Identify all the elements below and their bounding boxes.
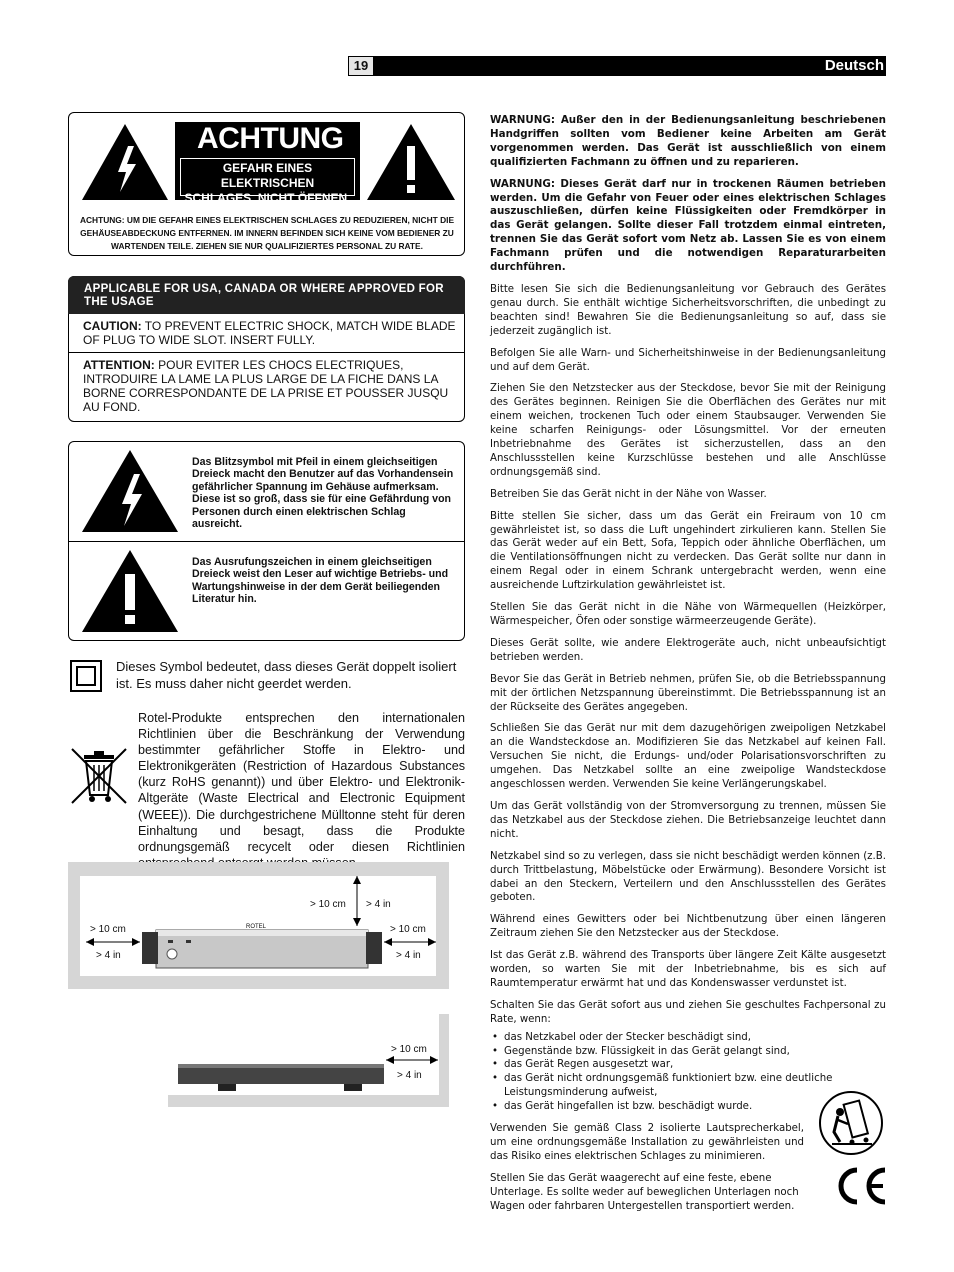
rohs-text: Rotel-Produkte entsprechen den internationalen Richtlinien über die Beschränkung der Verwendung bestimmter gefährlicher Stoffe in Elektro- und Elektronikgeräten (Restriction of Hazardous Substances (kurz RoHS genannt)) und über Elektro- und Elektronik-Altgeräte (Waste Electrical and Electronic Equipment (WEEE)). Die durchgestrichene Mülltonne steht für deren Einhaltung und besagt, dass die Produkte ordnungsgemäß recycelt oder diesen Richtlinien: [138, 711, 465, 854]
instruction-paragraph: Verwenden Sie gemäß Class 2 isolierte Lautsprecherkabel, um eine ordnungsgemäße Installation zu gewährleisten und das Risiko eines elektrischen Schlages zu minimieren.: [490, 1123, 804, 1162]
exclamation-symbol-text: Das Ausrufungszeichen in einem gleichseitigen Dreieck weist den Leser auf wichtige Betriebs- und Wartungshinweise in der dem Gerät beiliegenden Literatur hin.: [192, 556, 449, 606]
instruction-paragraph: Stellen Sie das Gerät nicht in die Nähe von Wärmequellen (Heizkörper, Wärmespeicher, Öfen oder sonstige wärmeerzeugende Geräte).: [490, 602, 886, 627]
lightning-symbol-icon: [80, 448, 180, 534]
instruction-paragraph: Um das Gerät vollständig von der Stromversorgung zu trennen, müssen Sie das Netzkabel aus der Steckdose ziehen. Die Betriebsanzeige leuchtet dann nicht.: [490, 800, 886, 840]
header-bar: [348, 56, 886, 76]
instruction-paragraph: Betreiben Sie das Gerät nicht in der Nähe von Wasser.: [490, 488, 767, 500]
instruction-paragraph: Ziehen Sie den Netzstecker aus der Steckdose, bevor Sie mit der Reinigung des Gerätes beginnen. Reinigen Sie die Oberflächen des Gerätes nur mit einem weichen, trockenen Tuch oder einem Staubsauger. Verwenden Sie keine scharfen Reinigungs- oder Lösungsmittel. Vor der erneuten Inbetriebnahme des Gerätes ist sicherzustellen, dass an den Anschlussstellen keine Kurzschlüsse bestehen und alle Anschlüsse ordnungsgemäß sind.: [490, 383, 886, 478]
instruction-paragraph: Bevor Sie das Gerät in Betrieb nehmen, prüfen Sie, ob die Betriebsspannung mit der örtlichen Netzspannung übereinstimmt. Die Betriebsspannung ist an der Rückseite des Gerätes angegeben.: [490, 673, 886, 713]
achtung-subtitle: [180, 161, 355, 206]
instruction-paragraph: Schließen Sie das Gerät nur mit dem dazugehörigen zweipoligen Netzkabel an die Wandsteckdose an. Modifizieren Sie das Netzkabel auf keinen Fall. Versuchen Sie nicht, die Erdungs- und/oder Polarisationsvorschriften zu umgehen. Das Netzkabel sollte an eine zweipolige Wandsteckdose angeschlossen werden. Verwenden Sie keine Verlängerungskabel.: [490, 723, 886, 791]
lightning-warning-icon: [80, 122, 170, 202]
achtung-small-text: ACHTUNG: UM DIE GEFAHR EINES ELEKTRISCHEN SCHLAGES ZU REDUZIEREN, NICHT DIE GEHÄUSEABDECKUNG ENTFERNEN. IM INNERN BEFINDEN SICH KEINE VOM BEDIENER ZU WARTENDEN TEILE. ZIEHEN SIE NUR QUALIFIZIERTES PERSONAL ZU RATE.: [79, 215, 455, 251]
achtung-subtitle-line2: SCHLAGES. NICHT ÖFFNEN.: [184, 191, 351, 205]
instruction-paragraph: Schalten Sie das Gerät sofort aus und ziehen Sie geschultes Fachpersonal zu Rate, wenn:: [490, 999, 886, 1025]
instruction-paragraph: Während eines Gewitters oder bei Nichtbenutzung über einen längeren Zeitraum ziehen Sie den Netzstecker aus der Steckdose.: [490, 914, 886, 940]
achtung-subtitle-line1: GEFAHR EINES ELEKTRISCHEN: [220, 161, 315, 190]
clearance-diagram-front: [68, 862, 449, 989]
warning-2: WARNUNG: Dieses Gerät darf nur in trockenen Räumen betrieben werden. Um die Gefahr von Feuer oder eines elektrischen Schlages auszuschließen, dürfen keine Flüssigkeiten oder Fremdkörper in das Gerät gelangen. Sollte dieser Fall trotzdem einmal eintreten, trennen Sie das Gerät sofort vom Netz ab. Lassen Sie es von einem Fachmann prüfen und die notwendigen Reparaturarbeiten durchführen.: [490, 177, 886, 274]
list-item: • Gegenstände bzw. Flüssigkeit in das Gerät gelangt sind,: [490, 1045, 886, 1059]
instruction-paragraph: Ist das Gerät z.B. während des Transports über längere Zeit Kälte ausgesetzt worden, so warten Sie mit der Inbetriebnahme, bis es sich auf Raumtemperatur erwärmt hat und das Kondenswasser verdunstet ist.: [490, 950, 886, 989]
double-insulation-inner: [76, 666, 96, 686]
double-insulation-text: Dieses Symbol bedeutet, dass dieses Gerät doppelt isoliert ist. Es muss daher nicht geerdet werden.: [116, 659, 457, 691]
ce-mark-icon: [833, 1166, 889, 1206]
top-clearance-in: > 4 in: [366, 899, 391, 910]
page-number: 19: [348, 56, 374, 76]
symbol-divider: [68, 541, 465, 542]
clearance-diagram-side: [168, 1014, 449, 1107]
instruction-paragraph: Befolgen Sie alle Warn- und Sicherheitshinweise in der Bedienungsanleitung und auf dem Gerät.: [490, 347, 886, 373]
side-clearance-in: > 4 in: [397, 1070, 422, 1081]
usa-heading: APPLICABLE FOR USA, CANADA OR WHERE APPROVED FOR THE USAGE: [84, 283, 444, 308]
left-clearance-cm: > 10 cm: [90, 924, 126, 935]
list-item: • das Gerät nicht ordnungsgemäß funktioniert bzw. eine deutliche Leistungsminderung aufweist,: [490, 1072, 886, 1100]
left-clearance-in: > 4 in: [96, 950, 121, 961]
list-item: • das Gerät hingefallen ist bzw. beschädigt wurde.: [490, 1100, 886, 1114]
caution-label: CAUTION:: [83, 319, 142, 333]
top-clearance-cm: > 10 cm: [310, 899, 346, 910]
exclamation-warning-icon: [365, 122, 457, 202]
right-clearance-cm: > 10 cm: [390, 924, 426, 935]
caution-body: TO PREVENT ELECTRIC SHOCK, MATCH WIDE BLADE OF PLUG TO WIDE SLOT. INSERT FULLY.: [83, 319, 456, 347]
language-label: Deutsch: [824, 57, 884, 74]
attention-text: [83, 358, 461, 414]
instruction-paragraph: Netzkabel sind so zu verlegen, dass sie nicht beschädigt werden können (z.B. durch Trittbelastung, Möbelstücke oder Erwärmung). Besondere Vorsicht ist dabei an den Steckern, Verteilern und den Anschlussstellen des Gerätes geboten.: [490, 850, 886, 904]
instruction-paragraph: Bitte stellen Sie sicher, dass um das Gerät ein Freiraum von 10 cm gewährleistet ist, so dass die Luft ungehindert zirkulieren kann. Stellen Sie das Gerät weder auf ein Bett, Sofa, Teppich oder ähnliche Oberflächen, um die Ventilationsöffnungen nicht zu verdecken. Das Gerät sollte nur dann in einem Regal oder in einem Schrank untergebracht werden, wenn eine ausreichende Luftzirkulation gewährleistet ist.: [490, 510, 886, 592]
lightning-symbol-text: Das Blitzsymbol mit Pfeil in einem gleichseitigen Dreieck macht den Benutzer auf das Vorhandensein gefährlicher Spannung im Gehäuse aufmerksam. Diese ist so groß, dass sie für eine Gefährdung von Personen durch einen elektrischen Schlag ausreicht.: [192, 456, 454, 531]
usa-divider: [68, 352, 465, 353]
instruction-paragraph: Dieses Gerät sollte, wie andere Elektrogeräte auch, nicht unbeaufsichtigt betrieben werden.: [490, 637, 886, 663]
cart-tipover-warning-icon: [818, 1090, 884, 1156]
exclamation-symbol-icon: [80, 548, 180, 634]
right-clearance-in: > 4 in: [396, 950, 421, 961]
attention-label: ATTENTION:: [83, 358, 155, 372]
safety-instructions: [490, 114, 886, 1222]
achtung-title: ACHTUNG: [197, 122, 344, 155]
caution-text: [83, 319, 461, 347]
list-item: • das Netzkabel oder der Stecker beschädigt sind,: [490, 1031, 886, 1045]
instruction-paragraph: Bitte lesen Sie sich die Bedienungsanleitung vor Gebrauch des Gerätes genau durch. Sie enthält wichtige Sicherheitsvorschriften, die unbedingt zu beachten sind! Bewahren Sie die Bedienungsanleitung so auf, dass sie jederzeit zugänglich ist.: [490, 283, 886, 337]
instruction-paragraph: Stellen Sie das Gerät waagerecht auf eine feste, ebene Unterlage. Es sollte weder auf beweglichen Unterlagen noch Wagen oder fahrbaren Untergestellen transportiert werden.: [490, 1172, 799, 1212]
device-brand-label: ROTEL: [246, 924, 267, 930]
list-item: • das Gerät Regen ausgesetzt war,: [490, 1058, 886, 1072]
attention-body: POUR EVITER LES CHOCS ELECTRIQUES, INTRODUIRE LA LAME LA PLUS LARGE DE LA FICHE DANS LA BORNE CORRESPONDANTE DE LA PRISE ET POUSSER JUSQU AU FOND.: [83, 358, 449, 414]
warning-1: WARNUNG: Außer den in der Bedienungsanleitung beschriebenen Handgriffen sollten vom Bediener keine Arbeiten am Gerät vorgenommen werden. Das Gerät ist ausschließlich von einem qualifizierten Fachmann zu öffnen und zu reparieren.: [490, 114, 886, 168]
side-clearance-cm: > 10 cm: [391, 1044, 427, 1055]
weee-bin-icon: [68, 745, 130, 807]
